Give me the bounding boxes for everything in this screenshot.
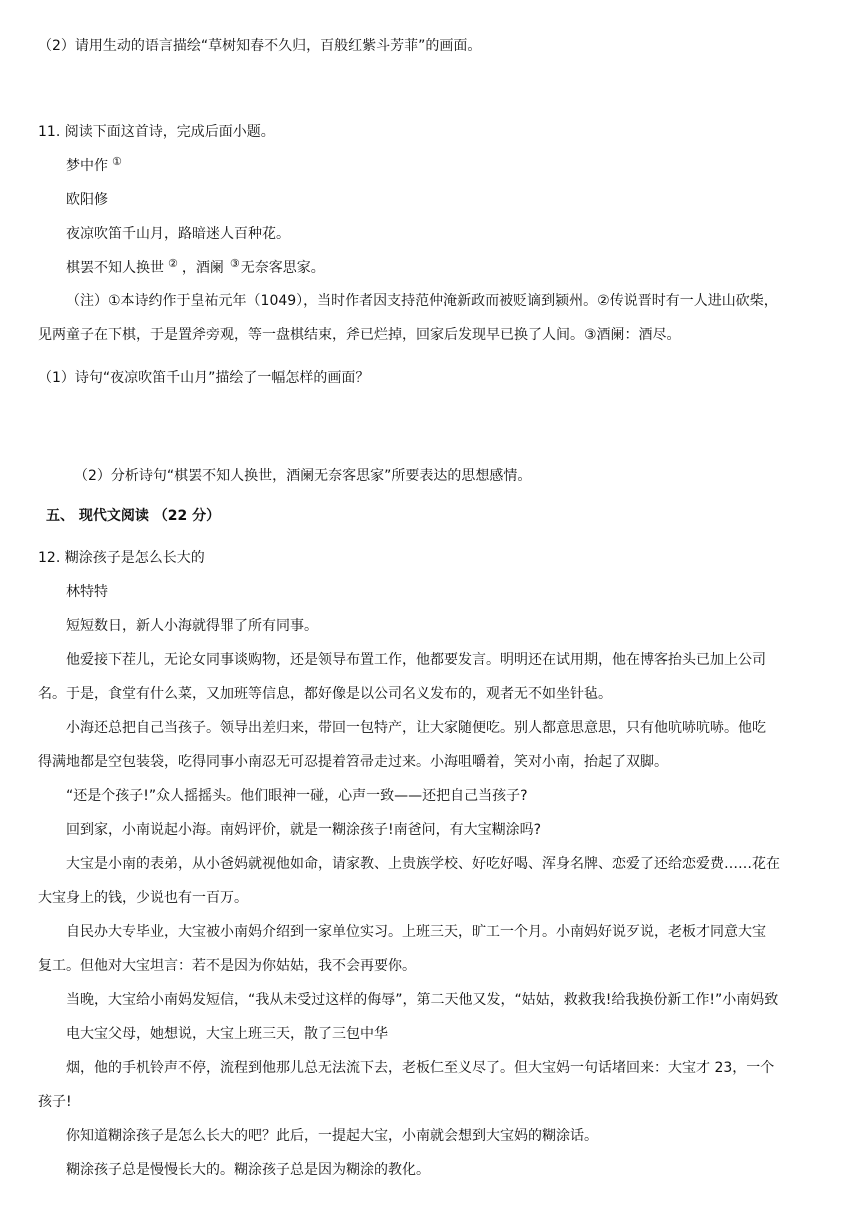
note-mark-3: ③ [229, 257, 240, 270]
section-5-heading: 五、 现代文阅读 （22 分） [46, 508, 221, 524]
poem-author: 欧阳修 [66, 192, 108, 208]
poem-line-2-b: ，酒阑 [181, 260, 224, 276]
q12-para-2-line-2: 名。于是，食堂有什么菜，又加班等信息，都好像是以公司名义发布的，观者无不如坐针毡。 [38, 686, 612, 702]
q12-para-2-line-1: 他爱接下茬儿，无论女同事谈购物，还是领导布置工作，他都要发言。明明还在试用期，他在博客抬头已加上公司 [66, 652, 766, 668]
q12-para-9-line-1: 烟，他的手机铃声不停，流程到他那儿总无法流下去，老板仁至义尽了。但大宝妈一句话堵回来：大宝才 23，一个 [66, 1060, 775, 1076]
poem-title [66, 157, 126, 176]
q12-para-11: 糊涂孩子总是慢慢长大的。糊涂孩子总是因为糊涂的教化。 [66, 1162, 430, 1178]
poem-line-1: 夜凉吹笛千山月，路暗迷人百种花。 [66, 226, 290, 242]
q11-sub1: （1）诗句“夜凉吹笛千山月”描绘了一幅怎样的画面？ [38, 370, 370, 386]
q12-para-7-line-1: 自民办大专毕业，大宝被小南妈介绍到一家单位实习。上班三天，旷工一个月。小南妈好说歹说，老板才同意大宝 [66, 924, 766, 940]
q12-para-7-line-2: 复工。但他对大宝坦言：若不是因为你姑姑，我不会再要你。 [38, 958, 416, 974]
q12-title: 12. 糊涂孩子是怎么长大的 [38, 550, 205, 566]
q12-para-6-line-2: 大宝身上的钱，少说也有一百万。 [38, 890, 248, 906]
poem-line-2-c: 无奈客思家。 [240, 260, 325, 276]
q12-para-3-line-1: 小海还总把自己当孩子。领导出差归来，带回一包特产，让大家随便吃。别人都意思意思，只有他吭哧吭哧。他吃 [66, 720, 766, 736]
q12-para-3-line-2: 得满地都是空包装袋，吃得同事小南忍无可忍提着笤帚走过来。小海咀嚼着，笑对小南，抬起了双脚。 [38, 754, 668, 770]
poem-note-line-1: （注）①本诗约作于皇祐元年（1049），当时作者因支持范仲淹新政而被贬谪到颍州。②传说晋时有一人进山砍柴， [66, 293, 778, 309]
q12-para-9-line-2: 孩子! [38, 1094, 72, 1110]
poem-title-text: 梦中作 [66, 158, 108, 174]
q12-para-8-line-1: 当晚，大宝给小南妈发短信，“我从未受过这样的侮辱”，第二天他又发，“姑姑，救救我!给我换份新工作!”小南妈致 [66, 992, 779, 1008]
poem-note-line-2: 见两童子在下棋，于是置斧旁观，等一盘棋结束，斧已烂掉，回家后发现早已换了人间。③酒阑：酒尽。 [38, 327, 681, 343]
q12-author: 林特特 [66, 584, 108, 600]
q10-sub2: （2）请用生动的语言描绘“草树知春不久归，百般红紫斗芳菲”的画面。 [38, 38, 482, 54]
q11-stem: 11. 阅读下面这首诗，完成后面小题。 [38, 124, 275, 140]
q12-para-5: 回到家，小南说起小海。南妈评价，就是一糊涂孩子!南爸问，有大宝糊涂吗? [66, 822, 542, 838]
q12-para-6-line-1: 大宝是小南的表弟，从小爸妈就视他如命，请家教、上贵族学校、好吃好喝、浑身名牌、恋爱了还给恋爱费……花在 [66, 856, 780, 872]
poem-line-2-a: 棋罢不知人换世 [66, 260, 164, 276]
q11-sub2: （2）分析诗句“棋罢不知人换世，酒阑无奈客思家”所要表达的思想感情。 [74, 468, 532, 484]
q12-para-10: 你知道糊涂孩子是怎么长大的吧？此后，一提起大宝，小南就会想到大宝妈的糊涂话。 [66, 1128, 598, 1144]
note-mark-2: ② [168, 257, 178, 270]
q12-para-1: 短短数日，新人小海就得罪了所有同事。 [66, 618, 318, 634]
q12-para-8-line-2: 电大宝父母，她想说，大宝上班三天，散了三包中华 [66, 1026, 388, 1042]
q12-para-4: “还是个孩子!”众人摇摇头。他们眼神一碰，心声一致——还把自己当孩子? [66, 788, 528, 804]
poem-line-2 [66, 259, 325, 278]
note-mark-1: ① [112, 155, 122, 168]
